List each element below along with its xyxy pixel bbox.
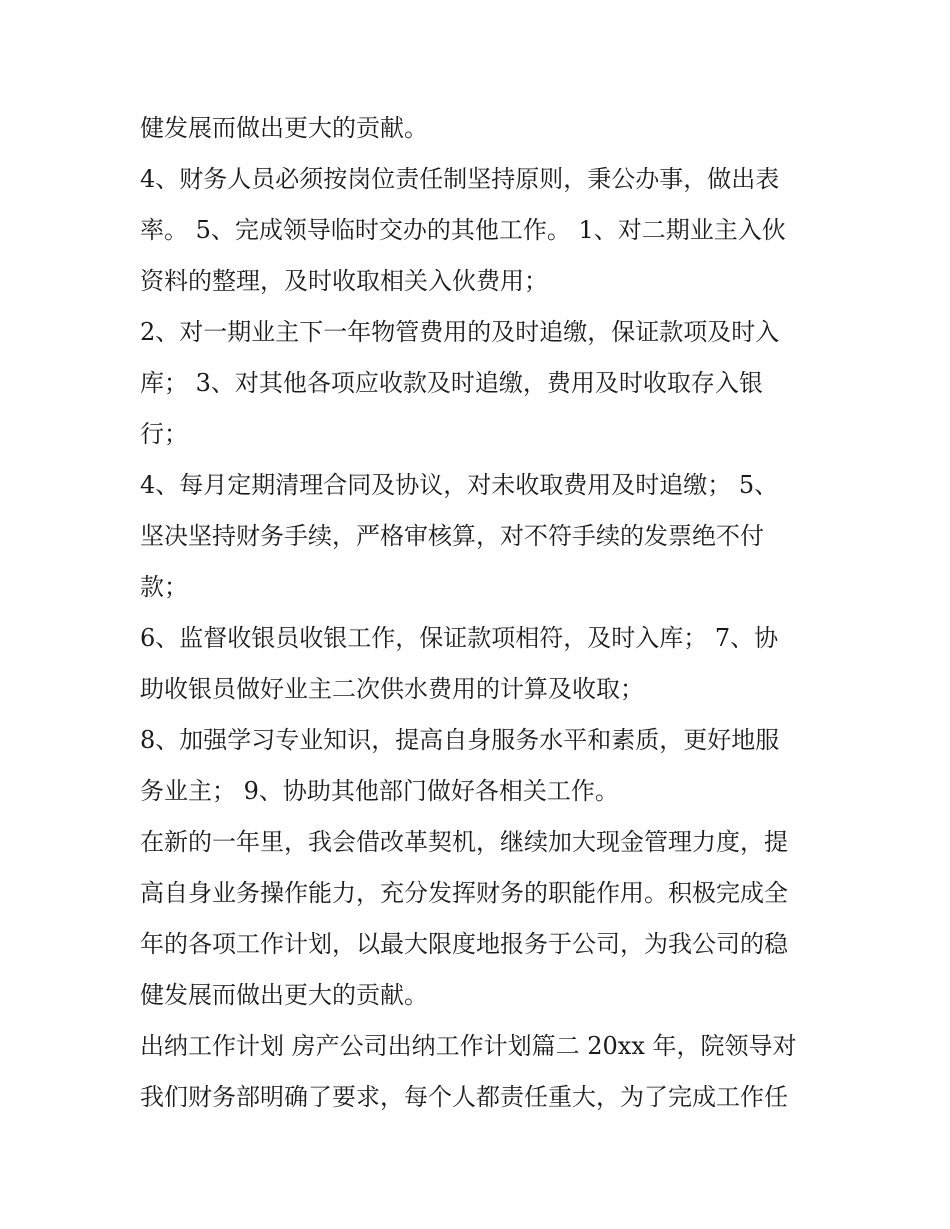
text-line: 务业主； 9、协助其他部门做好各相关工作。 bbox=[140, 777, 619, 805]
text-line: 6、监督收银员收银工作，保证款项相符，及时入库； 7、协 bbox=[140, 624, 779, 652]
text-line: 库； 3、对其他各项应收款及时追缴，费用及时收取存入银 bbox=[140, 369, 763, 397]
text-line: 4、财务人员必须按岗位责任制坚持原则，秉公办事，做出表 bbox=[140, 165, 780, 193]
text-line: 款； bbox=[140, 573, 188, 601]
text-line: 健发展而做出更大的贡献。 bbox=[140, 114, 428, 142]
text-line: 资料的整理，及时收取相关入伙费用； bbox=[140, 267, 548, 295]
text-line: 出纳工作计划 房产公司出纳工作计划篇二 20xx 年，院领导对 bbox=[140, 1032, 797, 1060]
text-line: 2、对一期业主下一年物管费用的及时追缴，保证款项及时入 bbox=[140, 318, 780, 346]
text-line: 率。 5、完成领导临时交办的其他工作。 1、对二期业主入伙 bbox=[140, 216, 786, 244]
text-line: 高自身业务操作能力，充分发挥财务的职能作用。积极完成全 bbox=[140, 879, 788, 907]
text-line: 助收银员做好业主二次供水费用的计算及收取； bbox=[140, 675, 644, 703]
text-line: 年的各项工作计划，以最大限度地报务于公司，为我公司的稳 bbox=[140, 930, 788, 958]
text-line: 在新的一年里，我会借改革契机，继续加大现金管理力度，提 bbox=[140, 828, 788, 856]
text-line: 我们财务部明确了要求，每个人都责任重大，为了完成工作任 bbox=[140, 1083, 788, 1111]
text-line: 行； bbox=[140, 420, 188, 448]
text-line: 4、每月定期清理合同及协议，对未收取费用及时追缴； 5、 bbox=[140, 471, 779, 499]
text-line: 健发展而做出更大的贡献。 bbox=[140, 981, 428, 1009]
document-body bbox=[140, 103, 830, 1123]
text-line: 8、加强学习专业知识，提高自身服务水平和素质，更好地服 bbox=[140, 726, 780, 754]
text-line: 坚决坚持财务手续，严格审核算，对不符手续的发票绝不付 bbox=[140, 522, 764, 550]
